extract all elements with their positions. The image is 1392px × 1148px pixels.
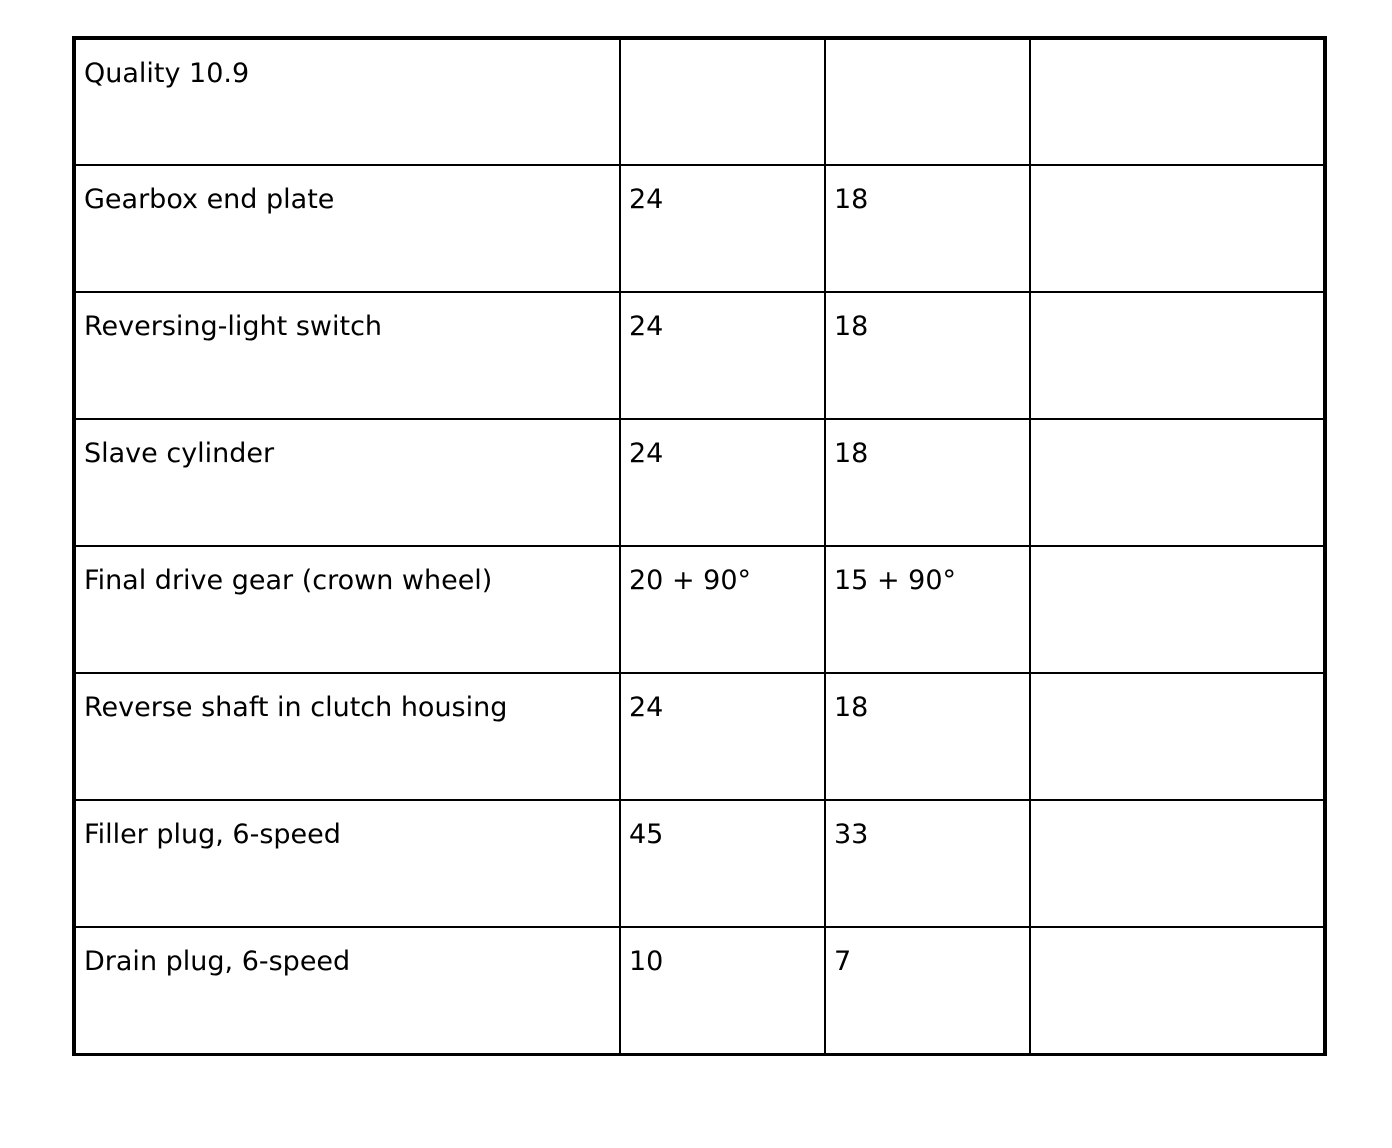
torque-ftlb-cell [825, 38, 1030, 165]
table-row [74, 546, 1325, 673]
note-cell [1030, 38, 1325, 165]
table-row [74, 292, 1325, 419]
description-cell: Final drive gear (crown wheel) [74, 546, 620, 673]
table-row [74, 165, 1325, 292]
description-cell: Drain plug, 6-speed [74, 927, 620, 1054]
table-row [74, 673, 1325, 800]
note-cell [1030, 927, 1325, 1054]
torque-nm-cell: 24 [620, 673, 825, 800]
torque-nm-cell: 24 [620, 292, 825, 419]
torque-ftlb-cell: 18 [825, 165, 1030, 292]
note-cell [1030, 292, 1325, 419]
torque-spec-table [72, 36, 1327, 1056]
table-row [74, 927, 1325, 1054]
torque-ftlb-cell: 7 [825, 927, 1030, 1054]
note-cell [1030, 800, 1325, 927]
torque-nm-cell: 24 [620, 419, 825, 546]
torque-ftlb-cell: 18 [825, 673, 1030, 800]
torque-nm-cell: 10 [620, 927, 825, 1054]
torque-nm-cell: 24 [620, 165, 825, 292]
note-cell [1030, 673, 1325, 800]
table-row [74, 38, 1325, 165]
torque-nm-cell [620, 38, 825, 165]
description-cell: Quality 10.9 [74, 38, 620, 165]
description-cell: Gearbox end plate [74, 165, 620, 292]
description-cell: Slave cylinder [74, 419, 620, 546]
note-cell [1030, 419, 1325, 546]
description-cell: Filler plug, 6-speed [74, 800, 620, 927]
torque-nm-cell: 20 + 90° [620, 546, 825, 673]
table-row [74, 800, 1325, 927]
description-cell: Reverse shaft in clutch housing [74, 673, 620, 800]
torque-ftlb-cell: 18 [825, 292, 1030, 419]
torque-ftlb-cell: 33 [825, 800, 1030, 927]
note-cell [1030, 546, 1325, 673]
description-cell: Reversing-light switch [74, 292, 620, 419]
note-cell [1030, 165, 1325, 292]
torque-ftlb-cell: 18 [825, 419, 1030, 546]
table-row [74, 419, 1325, 546]
torque-ftlb-cell: 15 + 90° [825, 546, 1030, 673]
torque-nm-cell: 45 [620, 800, 825, 927]
